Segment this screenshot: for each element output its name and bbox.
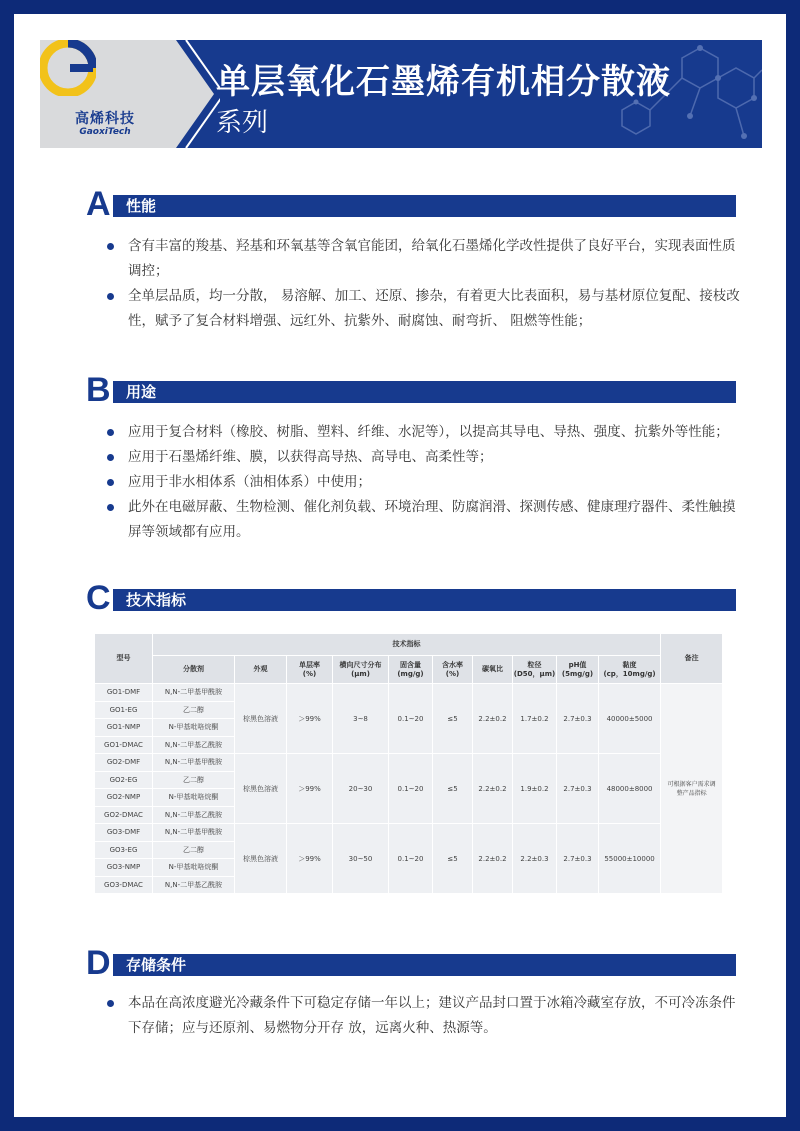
dispersant-cell: N,N-二甲基乙酰胺 (153, 806, 235, 824)
table-row (95, 824, 723, 842)
model-cell: GO1-EG (95, 701, 153, 719)
dispersant-cell: N-甲基吡咯烷酮 (153, 859, 235, 877)
column-header: 固含量 (mg/g) (389, 656, 433, 684)
model-cell: GO2-NMP (95, 789, 153, 807)
size-cell: 20~30 (333, 754, 389, 824)
dispersant-cell: N,N-二甲基甲酰胺 (153, 824, 235, 842)
co-ratio-cell: 2.2±0.2 (473, 754, 513, 824)
section-letter: D (86, 944, 111, 982)
column-header: 分散剂 (153, 656, 235, 684)
column-header: pH值 (5mg/g) (557, 656, 599, 684)
model-cell: GO2-DMF (95, 754, 153, 772)
model-cell: GO3-DMAC (95, 876, 153, 894)
monolayer-cell: ＞99% (287, 754, 333, 824)
size-cell: 30~50 (333, 824, 389, 894)
page-subtitle: 系列 (216, 108, 269, 138)
d50-cell: 2.2±0.3 (513, 824, 557, 894)
column-header: 碳氧比 (473, 656, 513, 684)
column-header: 黏度 (cp，10mg/g) (599, 656, 661, 684)
header-remark: 备注 (661, 634, 723, 684)
dispersant-cell: 乙二醇 (153, 771, 235, 789)
water-content-cell: ≤5 (433, 684, 473, 754)
dispersant-cell: 乙二醇 (153, 841, 235, 859)
model-cell: GO2-DMAC (95, 806, 153, 824)
spec-table-wrap (94, 633, 722, 894)
section-title: 性能 (126, 197, 157, 215)
monolayer-cell: ＞99% (287, 684, 333, 754)
section-bar (108, 381, 736, 403)
table-row (95, 684, 723, 702)
column-header: 单层率 (%) (287, 656, 333, 684)
header-banner (40, 40, 762, 148)
header-model: 型号 (95, 634, 153, 684)
viscosity-cell: 55000±10000 (599, 824, 661, 894)
column-header: 横向尺寸分布 (μm) (333, 656, 389, 684)
section-bar (108, 589, 736, 611)
section-letter: A (86, 185, 111, 223)
remark-cell: 可根据客户需求调整产品指标 (661, 684, 723, 894)
monolayer-cell: ＞99% (287, 824, 333, 894)
section-b-header (86, 371, 736, 409)
section-letter: B (86, 371, 111, 409)
ph-cell: 2.7±0.3 (557, 684, 599, 754)
appearance-cell: 棕黑色溶液 (235, 684, 287, 754)
gaoxi-logo-icon (40, 40, 96, 96)
section-letter: C (86, 579, 111, 617)
solid-content-cell: 0.1~20 (389, 684, 433, 754)
dispersant-cell: N-甲基吡咯烷酮 (153, 789, 235, 807)
logo-chinese-name: 高烯科技 (75, 111, 135, 127)
co-ratio-cell: 2.2±0.2 (473, 684, 513, 754)
dispersant-cell: N,N-二甲基乙酰胺 (153, 876, 235, 894)
column-header: 含水率 (%) (433, 656, 473, 684)
list-item: 含有丰富的羧基、羟基和环氧基等含氧官能团，给氧化石墨烯化学改性提供了良好平台，实现表面性质调控； (104, 234, 744, 284)
model-cell: GO2-EG (95, 771, 153, 789)
water-content-cell: ≤5 (433, 754, 473, 824)
logo-english-name: GaoxiTech (79, 127, 131, 137)
list-item: 此外在电磁屏蔽、生物检测、催化剂负载、环境治理、防腐润滑、探测传感、健康理疗器件、柔性触摸屏等领域都有应用。 (104, 495, 744, 545)
table-row (95, 754, 723, 772)
section-bar (108, 195, 736, 217)
page-title: 单层氧化石墨烯有机相分散液 (216, 62, 671, 102)
section-bar (108, 954, 736, 976)
solid-content-cell: 0.1~20 (389, 824, 433, 894)
model-cell: GO1-DMF (95, 684, 153, 702)
spec-table (94, 633, 723, 894)
model-cell: GO1-DMAC (95, 736, 153, 754)
section-a-header (86, 185, 736, 223)
d50-cell: 1.9±0.2 (513, 754, 557, 824)
size-cell: 3~8 (333, 684, 389, 754)
co-ratio-cell: 2.2±0.2 (473, 824, 513, 894)
model-cell: GO3-NMP (95, 859, 153, 877)
appearance-cell: 棕黑色溶液 (235, 754, 287, 824)
header-group: 技术指标 (153, 634, 661, 656)
viscosity-cell: 40000±5000 (599, 684, 661, 754)
page (14, 14, 786, 1117)
list-item: 应用于石墨烯纤维、膜，以获得高导热、高导电、高柔性等； (104, 445, 744, 470)
usage-list (104, 420, 744, 545)
list-item: 应用于复合材料（橡胶、树脂、塑料、纤维、水泥等），以提高其导电、导热、强度、抗紫外等性能； (104, 420, 744, 445)
section-title: 存储条件 (126, 956, 187, 974)
d50-cell: 1.7±0.2 (513, 684, 557, 754)
water-content-cell: ≤5 (433, 824, 473, 894)
section-c-header (86, 579, 736, 617)
section-title: 用途 (126, 383, 157, 401)
list-item: 全单层品质，均一分散， 易溶解、加工、还原、掺杂，有着更大比表面积，易与基材原位复配、接枝改性，赋予了复合材料增强、远红外、抗紫外、耐腐蚀、耐弯折、 阻燃等性能； (104, 284, 744, 334)
chevron-divider-icon (140, 40, 220, 148)
column-header: 粒径 (D50，μm) (513, 656, 557, 684)
model-cell: GO3-DMF (95, 824, 153, 842)
performance-list (104, 234, 744, 334)
viscosity-cell: 48000±8000 (599, 754, 661, 824)
section-title: 技术指标 (126, 591, 187, 609)
dispersant-cell: N,N-二甲基乙酰胺 (153, 736, 235, 754)
dispersant-cell: 乙二醇 (153, 701, 235, 719)
list-item: 应用于非水相体系（油相体系）中使用； (104, 470, 744, 495)
dispersant-cell: N,N-二甲基甲酰胺 (153, 684, 235, 702)
solid-content-cell: 0.1~20 (389, 754, 433, 824)
dispersant-cell: N,N-二甲基甲酰胺 (153, 754, 235, 772)
appearance-cell: 棕黑色溶液 (235, 824, 287, 894)
ph-cell: 2.7±0.3 (557, 824, 599, 894)
section-d-header (86, 944, 736, 982)
list-item: 本品在高浓度避光冷藏条件下可稳定存储一年以上；建议产品封口置于冰箱冷藏室存放，不可冷冻条件下存储；应与还原剂、易燃物分开存 放，远离火种、热源等。 (104, 991, 744, 1041)
column-header: 外观 (235, 656, 287, 684)
dispersant-cell: N-甲基吡咯烷酮 (153, 719, 235, 737)
model-cell: GO3-EG (95, 841, 153, 859)
storage-list (104, 991, 744, 1041)
ph-cell: 2.7±0.3 (557, 754, 599, 824)
model-cell: GO1-NMP (95, 719, 153, 737)
